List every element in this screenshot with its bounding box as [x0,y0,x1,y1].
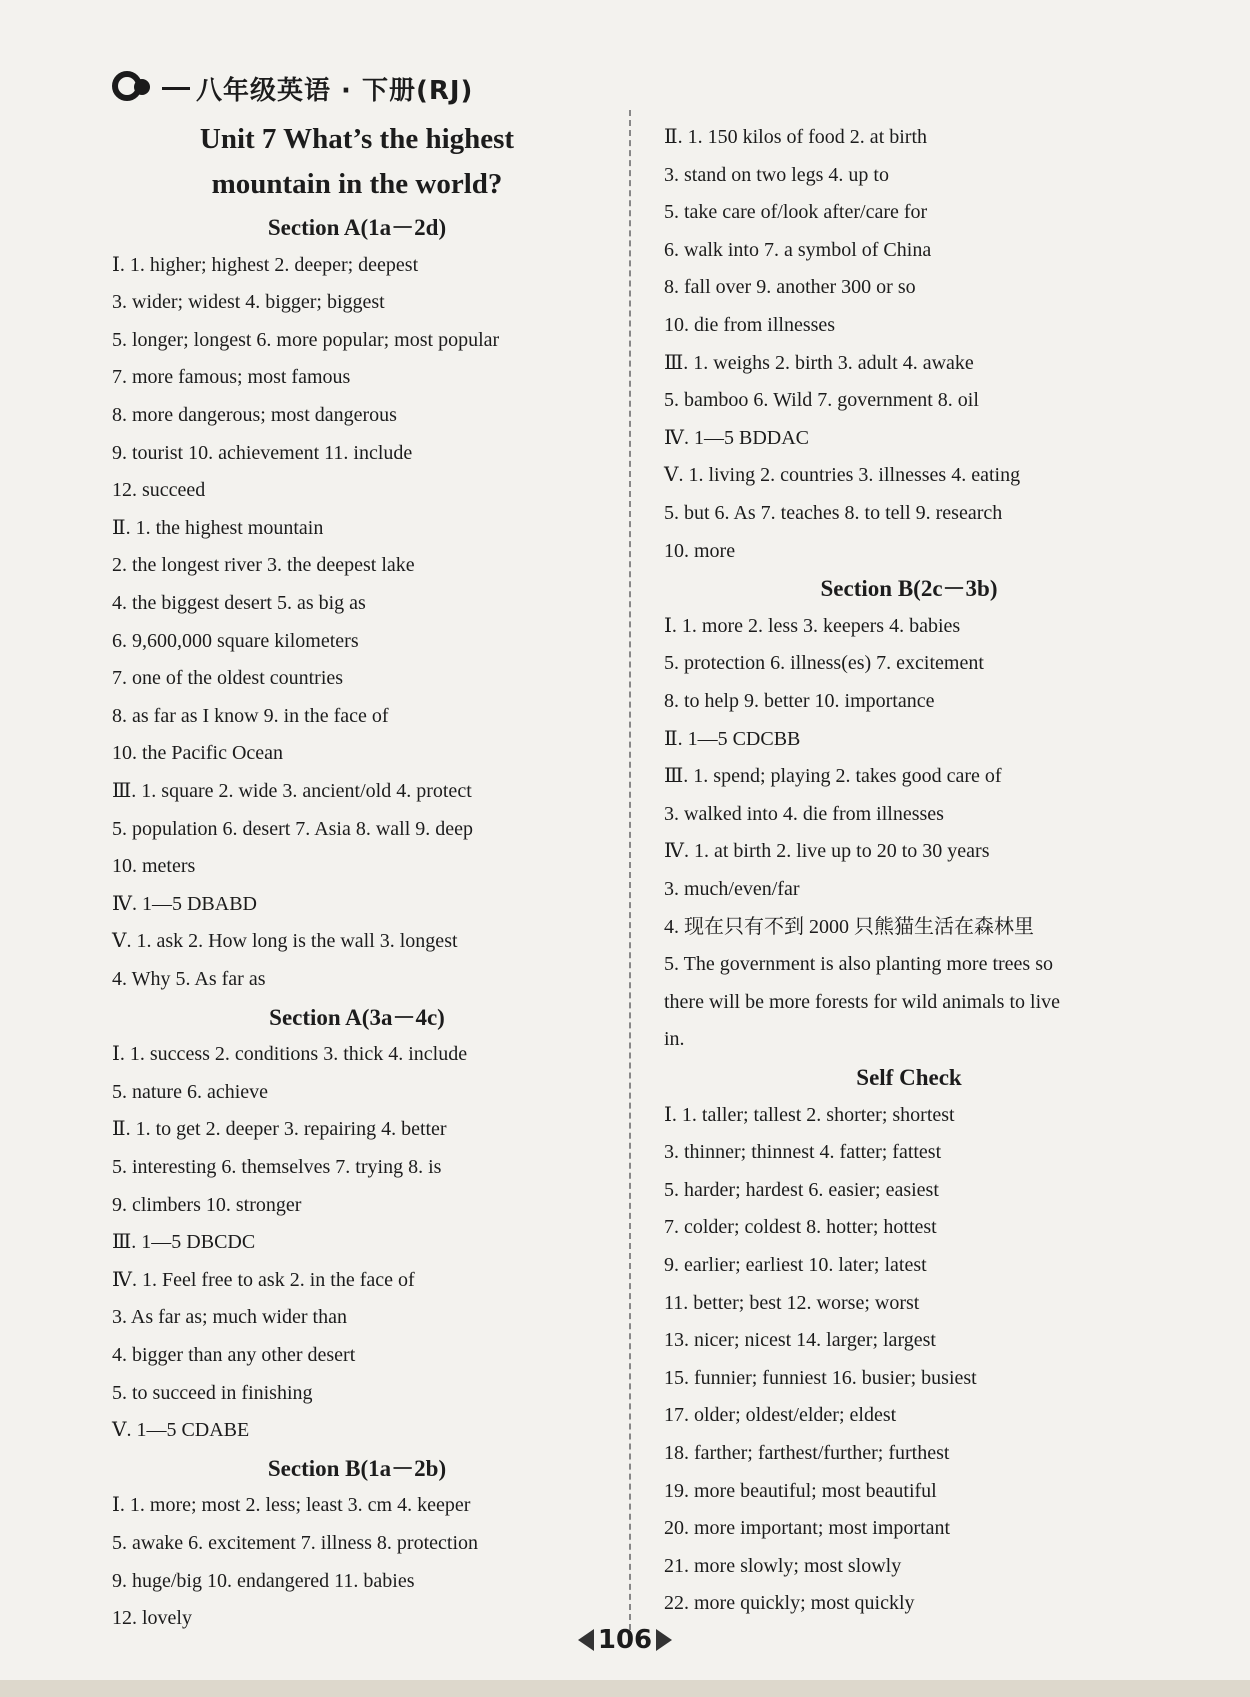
answer-line: 5. to succeed in finishing [112,1381,313,1404]
answer-line: Ⅳ. 1. Feel free to ask 2. in the face of [112,1268,415,1291]
answer-line: 5. interesting 6. themselves 7. trying 8. is [112,1156,442,1178]
header-title: 八年级英语 · 下册(RJ) [196,75,474,106]
answer-line: Ⅳ. 1—5 BDDAC [664,426,809,449]
answer-line: 5. but 6. As 7. teaches 8. to tell 9. research [664,502,1003,524]
section-heading: Section B(1a－2b) [267,1455,447,1481]
answer-line: Ⅲ. 1—5 DBCDC [112,1231,256,1254]
answer-line: 15. funnier; funniest 16. busier; busiest [664,1366,977,1389]
answer-line: 10. die from illnesses [664,314,836,336]
answer-line: Ⅲ. 1. weighs 2. birth 3. adult 4. awake [664,351,974,374]
answer-line: 12. succeed [112,479,206,502]
unit-title-line-1: Unit 7 What’s the highest [199,123,515,155]
answer-line: 4. Why 5. As far as [112,968,266,990]
answer-line: 21. more slowly; most slowly [664,1554,902,1577]
answer-line: 7. one of the oldest countries [112,667,344,690]
answer-line: 3. As far as; much wider than [112,1306,347,1329]
answer-line: Ⅲ. 1. spend; playing 2. takes good care of [664,765,1002,788]
page-footer [560,1620,690,1660]
answer-line: 20. more important; most important [664,1517,951,1540]
answer-line: 5. population 6. desert 7. Asia 8. wall 9. deep [112,817,474,840]
answer-line: 6. 9,600,000 square kilometers [112,629,359,652]
answer-line: 5. longer; longest 6. more popular; most popular [112,328,500,351]
page-bottom-edge [0,1680,1250,1697]
answer-line: 6. walk into 7. a symbol of China [664,238,932,261]
answer-line: Ⅴ. 1. living 2. countries 3. illnesses 4. eating [664,464,1021,487]
answer-line: 10. more [664,539,736,562]
unit-title-line-2: mountain in the world? [211,168,503,200]
answer-line: Ⅳ. 1. at birth 2. live up to 20 to 30 years [664,840,990,863]
answer-line: Ⅳ. 1—5 DBABD [112,892,257,915]
answer-line: Ⅱ. 1. to get 2. deeper 3. repairing 4. better [112,1118,447,1141]
answer-line: 8. more dangerous; most dangerous [112,404,397,426]
answer-line: 5. nature 6. achieve [112,1080,269,1103]
answer-line: 3. much/even/far [664,878,800,900]
answer-line: Ⅰ. 1. success 2. conditions 3. thick 4. include [112,1043,468,1066]
answer-line: 5. The government is also planting more trees so [664,953,1053,976]
answer-line: Ⅰ. 1. higher; highest 2. deeper; deepest [112,253,419,276]
right-arrow-icon [656,1629,672,1651]
answer-line: in. [664,1028,685,1051]
answer-line: Ⅱ. 1. the highest mountain [112,516,324,539]
answer-line: 9. climbers 10. stronger [112,1193,302,1216]
answer-line: 8. as far as I know 9. in the face of [112,704,389,727]
answer-line: 9. earlier; earliest 10. later; latest [664,1254,927,1276]
column-divider [629,110,631,1630]
answer-line: 2. the longest river 3. the deepest lake [112,554,415,577]
answer-line: Ⅴ. 1—5 CDABE [112,1419,250,1442]
logo-icon [112,69,156,107]
answer-line: 7. colder; coldest 8. hotter; hottest [664,1216,937,1239]
answer-line: 12. lovely [112,1607,192,1630]
answer-line: 3. walked into 4. die from illnesses [664,802,944,825]
answer-line: 5. take care of/look after/care for [664,201,928,224]
answer-line: Ⅲ. 1. square 2. wide 3. ancient/old 4. protect [112,780,472,802]
answer-line: Ⅰ. 1. more; most 2. less; least 3. cm 4. keeper [112,1494,471,1517]
page-header [112,66,473,110]
answer-line: Ⅱ. 1. 150 kilos of food 2. at birth [664,126,928,148]
answer-line: 11. better; best 12. worse; worst [664,1291,920,1314]
answer-line: 13. nicer; nicest 14. larger; largest [664,1329,936,1352]
left-arrow-icon [578,1629,594,1651]
answer-line: 7. more famous; most famous [112,366,351,389]
answer-line: 3. stand on two legs 4. up to [664,163,889,186]
answer-line: Ⅴ. 1. ask 2. How long is the wall 3. longest [112,930,458,953]
answer-line: 8. to help 9. better 10. importance [664,690,935,712]
answer-line: 9. tourist 10. achievement 11. include [112,441,413,464]
answer-line: Ⅱ. 1—5 CDCBB [664,727,801,750]
section-heading: Section A(3a－4c) [269,1004,445,1030]
answer-line: Ⅰ. 1. more 2. less 3. keepers 4. babies [664,614,961,637]
answer-line: 4. the biggest desert 5. as big as [112,592,366,614]
answer-line: 4. 现在只有不到 2000 只熊猫生活在森林里 [664,915,1034,938]
answer-line: 9. huge/big 10. endangered 11. babies [112,1569,415,1592]
section-heading: Section B(2c－3b) [820,576,998,602]
answer-line: 8. fall over 9. another 300 or so [664,276,916,299]
answer-line: 10. meters [112,855,196,878]
answer-line: 5. bamboo 6. Wild 7. government 8. oil [664,389,979,412]
section-heading: Self Check [856,1065,962,1090]
answer-line: there will be more forests for wild animals to live [664,990,1061,1013]
answer-line: 19. more beautiful; most beautiful [664,1479,937,1502]
section-heading: Section A(1a－2d) [267,215,447,240]
answer-line: 3. thinner; thinnest 4. fatter; fattest [664,1141,942,1164]
answer-line: 17. older; oldest/elder; eldest [664,1404,897,1427]
answer-line: 3. wider; widest 4. bigger; biggest [112,291,385,314]
answer-line: 5. protection 6. illness(es) 7. excitement [664,652,984,675]
answer-line: 22. more quickly; most quickly [664,1592,915,1615]
header-dash [162,87,190,90]
answer-line: Ⅰ. 1. taller; tallest 2. shorter; shortest [664,1103,955,1126]
answer-line: 4. bigger than any other desert [112,1344,356,1366]
page-number: 106 [597,1625,653,1655]
answer-line: 18. farther; farthest/further; furthest [664,1442,950,1464]
answer-line: 10. the Pacific Ocean [112,742,284,765]
answer-line: 5. harder; hardest 6. easier; easiest [664,1178,939,1201]
answer-line: 5. awake 6. excitement 7. illness 8. protection [112,1532,479,1554]
